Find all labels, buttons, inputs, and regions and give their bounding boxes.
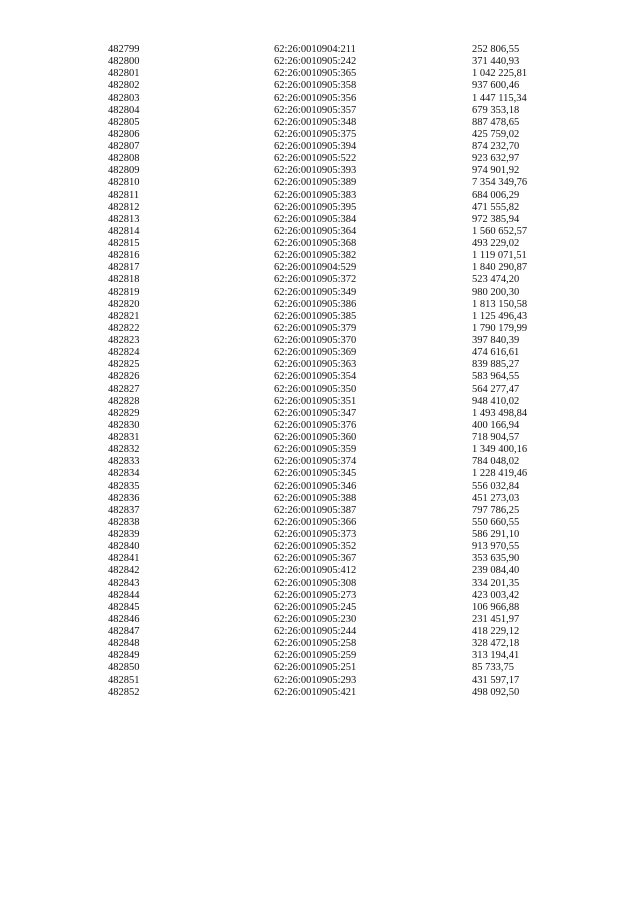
row-id-cell: 482823 [108,335,140,346]
table-row [108,214,592,226]
row-id-cell: 482824 [108,347,140,359]
table-row [108,614,592,626]
cadastral-number-cell: 62:26:0010905:230 [274,613,357,625]
table-row [108,626,592,638]
row-id-cell: 482844 [108,589,140,601]
cadastral-value-cell: 797 786,25 [472,504,520,516]
table-row [108,420,592,432]
cadastral-value-cell: 1 125 496,43 [472,310,528,322]
cadastral-value-table [108,44,592,699]
row-id-cell: 482817 [108,262,140,274]
cadastral-value-cell: 425 759,02 [472,128,520,140]
table-row [108,565,592,577]
cadastral-value-cell: 874 232,70 [472,141,520,152]
cadastral-value-cell: 923 632,97 [472,153,520,165]
cadastral-value-cell: 1 813 150,58 [472,298,528,310]
cadastral-number-cell: 62:26:0010905:293 [274,674,357,686]
table-row [108,238,592,250]
cadastral-value-cell: 679 353,18 [472,104,520,116]
row-id-cell: 482801 [108,68,140,80]
cadastral-value-cell: 583 964,55 [472,371,520,383]
row-id-cell: 482812 [108,201,140,213]
cadastral-value-cell: 7 354 349,76 [472,177,528,189]
cadastral-value-cell: 231 451,97 [472,613,520,625]
cadastral-number-cell: 62:26:0010905:374 [274,456,357,468]
cadastral-value-cell: 239 084,40 [472,565,520,577]
table-row [108,602,592,614]
cadastral-value-cell: 1 560 652,57 [472,225,528,237]
cadastral-value-cell: 397 840,39 [472,335,520,346]
cadastral-number-cell: 62:26:0010905:258 [274,638,357,650]
cadastral-number-cell: 62:26:0010905:354 [274,371,357,383]
table-body [108,44,592,699]
table-row [108,311,592,323]
table-row [108,553,592,565]
cadastral-number-cell: 62:26:0010905:357 [274,104,357,116]
row-id-cell: 482849 [108,650,140,662]
row-id-cell: 482845 [108,601,140,613]
cadastral-number-cell: 62:26:0010905:251 [274,662,357,674]
cadastral-number-cell: 62:26:0010905:360 [274,432,357,443]
row-id-cell: 482820 [108,298,140,310]
cadastral-number-cell: 62:26:0010905:350 [274,383,357,395]
row-id-cell: 482807 [108,141,140,152]
table-row [108,541,592,553]
cadastral-value-cell: 328 472,18 [472,638,520,650]
table-row [108,578,592,590]
row-id-cell: 482840 [108,541,140,553]
cadastral-number-cell: 62:26:0010905:385 [274,310,357,322]
table-row [108,105,592,117]
cadastral-value-cell: 313 194,41 [472,650,520,662]
table-row [108,93,592,105]
row-id-cell: 482803 [108,92,140,104]
cadastral-number-cell: 62:26:0010905:244 [274,626,357,637]
row-id-cell: 482851 [108,674,140,686]
cadastral-number-cell: 62:26:0010905:379 [274,322,357,334]
row-id-cell: 482826 [108,371,140,383]
cadastral-value-cell: 474 616,61 [472,347,520,359]
row-id-cell: 482843 [108,577,140,589]
cadastral-value-cell: 1 042 225,81 [472,68,528,80]
row-id-cell: 482839 [108,529,140,540]
cadastral-number-cell: 62:26:0010905:259 [274,650,357,662]
row-id-cell: 482835 [108,480,140,492]
row-id-cell: 482842 [108,565,140,577]
cadastral-value-cell: 1 119 071,51 [472,250,527,262]
row-id-cell: 482809 [108,165,140,177]
cadastral-number-cell: 62:26:0010905:370 [274,335,357,346]
cadastral-value-cell: 1 840 290,87 [472,262,528,274]
table-row [108,517,592,529]
cadastral-number-cell: 62:26:0010905:366 [274,516,357,528]
cadastral-value-cell: 523 474,20 [472,274,520,286]
cadastral-value-cell: 85 733,75 [472,662,514,674]
cadastral-value-cell: 498 092,50 [472,686,520,698]
cadastral-value-cell: 980 200,30 [472,286,520,298]
row-id-cell: 482846 [108,613,140,625]
cadastral-number-cell: 62:26:0010905:356 [274,92,357,104]
cadastral-number-cell: 62:26:0010905:308 [274,577,357,589]
cadastral-value-cell: 1 790 179,99 [472,322,528,334]
cadastral-value-cell: 913 970,55 [472,541,520,553]
cadastral-number-cell: 62:26:0010905:365 [274,68,357,80]
table-row [108,262,592,274]
cadastral-value-cell: 334 201,35 [472,577,520,589]
table-row [108,481,592,493]
cadastral-value-cell: 493 229,02 [472,238,520,249]
table-row [108,190,592,202]
row-id-cell: 482814 [108,225,140,237]
table-row [108,432,592,444]
cadastral-number-cell: 62:26:0010905:382 [274,250,357,262]
cadastral-number-cell: 62:26:0010905:389 [274,177,357,189]
cadastral-value-cell: 451 273,03 [472,492,520,504]
row-id-cell: 482838 [108,516,140,528]
table-row [108,493,592,505]
table-row [108,590,592,602]
table-row [108,396,592,408]
cadastral-value-cell: 972 385,94 [472,213,520,225]
row-id-cell: 482805 [108,116,140,128]
cadastral-number-cell: 62:26:0010905:388 [274,492,357,504]
cadastral-number-cell: 62:26:0010905:363 [274,359,357,371]
table-row [108,384,592,396]
row-id-cell: 482850 [108,662,140,674]
row-id-cell: 482813 [108,213,140,225]
cadastral-number-cell: 62:26:0010905:367 [274,553,357,565]
table-row [108,153,592,165]
cadastral-number-cell: 62:26:0010905:376 [274,419,357,431]
row-id-cell: 482815 [108,238,140,249]
cadastral-value-cell: 684 006,29 [472,189,520,201]
table-row [108,68,592,80]
cadastral-value-cell: 1 493 498,84 [472,407,528,419]
row-id-cell: 482818 [108,274,140,286]
cadastral-value-cell: 1 349 400,16 [472,444,528,456]
cadastral-value-cell: 718 904,57 [472,432,520,443]
table-row [108,274,592,286]
cadastral-number-cell: 62:26:0010905:242 [274,56,357,68]
cadastral-number-cell: 62:26:0010905:387 [274,504,357,516]
cadastral-number-cell: 62:26:0010905:372 [274,274,357,286]
cadastral-value-cell: 556 032,84 [472,480,520,492]
row-id-cell: 482799 [108,44,140,55]
table-row [108,675,592,687]
table-row [108,505,592,517]
row-id-cell: 482825 [108,359,140,371]
row-id-cell: 482847 [108,626,140,637]
row-id-cell: 482822 [108,322,140,334]
row-id-cell: 482816 [108,250,140,262]
table-row [108,662,592,674]
row-id-cell: 482829 [108,407,140,419]
cadastral-number-cell: 62:26:0010905:358 [274,80,357,92]
cadastral-number-cell: 62:26:0010905:245 [274,601,357,613]
cadastral-value-cell: 974 901,92 [472,165,520,177]
cadastral-value-cell: 371 440,93 [472,56,520,68]
table-row [108,638,592,650]
cadastral-number-cell: 62:26:0010905:368 [274,238,357,249]
row-id-cell: 482848 [108,638,140,650]
cadastral-number-cell: 62:26:0010905:369 [274,347,357,359]
cadastral-value-cell: 1 228 419,46 [472,468,528,480]
row-id-cell: 482802 [108,80,140,92]
table-row [108,335,592,347]
cadastral-number-cell: 62:26:0010905:395 [274,201,357,213]
cadastral-number-cell: 62:26:0010904:529 [274,262,357,274]
cadastral-number-cell: 62:26:0010905:373 [274,529,357,540]
row-id-cell: 482827 [108,383,140,395]
table-row [108,371,592,383]
cadastral-value-cell: 471 555,82 [472,201,520,213]
table-row [108,408,592,420]
cadastral-value-cell: 423 003,42 [472,589,520,601]
table-row [108,202,592,214]
cadastral-number-cell: 62:26:0010905:394 [274,141,357,152]
table-row [108,117,592,129]
table-row [108,177,592,189]
table-row [108,444,592,456]
cadastral-number-cell: 62:26:0010905:375 [274,128,357,140]
cadastral-number-cell: 62:26:0010905:383 [274,189,357,201]
row-id-cell: 482852 [108,686,140,698]
table-row [108,56,592,68]
row-id-cell: 482833 [108,456,140,468]
cadastral-number-cell: 62:26:0010904:211 [274,44,356,55]
cadastral-number-cell: 62:26:0010905:348 [274,116,357,128]
cadastral-value-cell: 887 478,65 [472,116,520,128]
cadastral-number-cell: 62:26:0010905:349 [274,286,357,298]
cadastral-number-cell: 62:26:0010905:346 [274,480,357,492]
cadastral-number-cell: 62:26:0010905:273 [274,589,357,601]
cadastral-value-cell: 1 447 115,34 [472,92,527,104]
table-row [108,468,592,480]
table-row [108,80,592,92]
row-id-cell: 482830 [108,419,140,431]
table-row [108,323,592,335]
table-row [108,650,592,662]
cadastral-value-cell: 400 166,94 [472,419,520,431]
cadastral-number-cell: 62:26:0010905:364 [274,225,357,237]
table-row [108,226,592,238]
row-id-cell: 482810 [108,177,140,189]
cadastral-value-cell: 586 291,10 [472,529,520,540]
cadastral-value-cell: 839 885,27 [472,359,520,371]
cadastral-number-cell: 62:26:0010905:359 [274,444,357,456]
table-row [108,44,592,56]
cadastral-value-cell: 418 229,12 [472,626,520,637]
cadastral-value-cell: 431 597,17 [472,674,520,686]
cadastral-number-cell: 62:26:0010905:386 [274,298,357,310]
cadastral-value-cell: 353 635,90 [472,553,520,565]
cadastral-number-cell: 62:26:0010905:522 [274,153,357,165]
row-id-cell: 482836 [108,492,140,504]
table-row [108,687,592,699]
row-id-cell: 482832 [108,444,140,456]
cadastral-value-cell: 252 806,55 [472,44,520,55]
row-id-cell: 482828 [108,395,140,407]
table-row [108,165,592,177]
table-row [108,347,592,359]
row-id-cell: 482806 [108,128,140,140]
table-row [108,456,592,468]
cadastral-number-cell: 62:26:0010905:393 [274,165,357,177]
cadastral-number-cell: 62:26:0010905:351 [274,395,357,407]
row-id-cell: 482819 [108,286,140,298]
table-row [108,529,592,541]
cadastral-value-cell: 948 410,02 [472,395,520,407]
cadastral-value-cell: 564 277,47 [472,383,520,395]
table-row [108,299,592,311]
cadastral-value-cell: 106 966,88 [472,601,520,613]
cadastral-value-cell: 550 660,55 [472,516,520,528]
row-id-cell: 482837 [108,504,140,516]
row-id-cell: 482804 [108,104,140,116]
cadastral-number-cell: 62:26:0010905:345 [274,468,357,480]
cadastral-number-cell: 62:26:0010905:412 [274,565,357,577]
cadastral-value-cell: 937 600,46 [472,80,520,92]
row-id-cell: 482808 [108,153,140,165]
row-id-cell: 482841 [108,553,140,565]
cadastral-number-cell: 62:26:0010905:352 [274,541,357,553]
table-row [108,129,592,141]
cadastral-value-cell: 784 048,02 [472,456,520,468]
table-row [108,250,592,262]
row-id-cell: 482811 [108,189,140,201]
cadastral-number-cell: 62:26:0010905:421 [274,686,357,698]
table-row [108,359,592,371]
row-id-cell: 482831 [108,432,140,443]
cadastral-number-cell: 62:26:0010905:347 [274,407,357,419]
cadastral-number-cell: 62:26:0010905:384 [274,213,357,225]
row-id-cell: 482821 [108,310,140,322]
row-id-cell: 482834 [108,468,140,480]
table-row [108,287,592,299]
row-id-cell: 482800 [108,56,140,68]
table-row [108,141,592,153]
